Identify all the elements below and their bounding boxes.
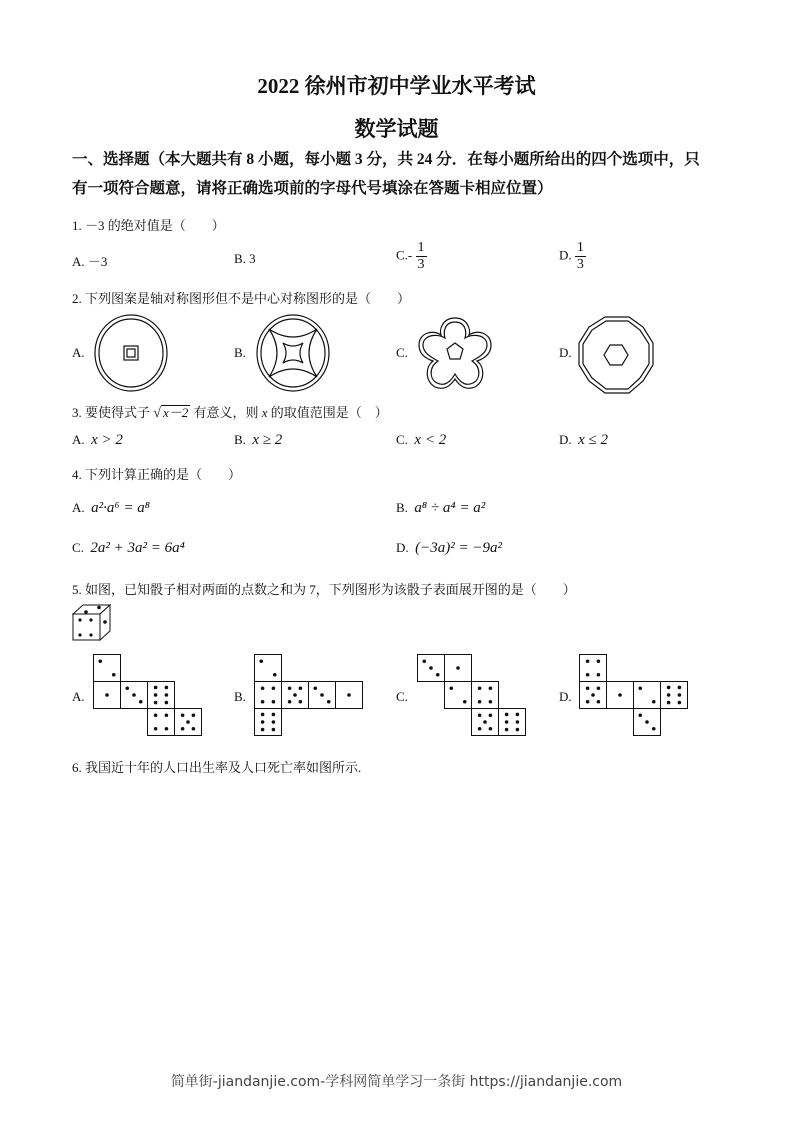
option-expression: x ≤ 2 [578,432,609,448]
option-expression: x < 2 [414,432,447,448]
die-face-2 [255,655,282,682]
die-face-1 [607,682,634,709]
section-heading-line2: 有一项符合题意，请将正确选项前的字母代号填涂在答题卡相应位置） [72,180,553,197]
coin-concave-star-figure[interactable] [255,315,335,395]
numerator: 1 [576,240,584,255]
q5-option-d-label: D. [559,689,572,704]
q1-option-b[interactable]: B. 3 [234,251,256,266]
coin-square-hole-figure[interactable] [93,315,173,395]
q4-option-c[interactable] [72,540,185,557]
die-face-6 [148,682,175,709]
q4-option-b[interactable] [396,500,485,517]
option-label: A. [72,432,85,447]
question-6-stem: 6. 我国近十年的人口出生率及人口死亡率如图所示. [72,760,362,775]
exam-subject: 数学试题 [354,117,439,141]
q3-option-d[interactable] [559,432,608,449]
option-label: D. [559,247,572,263]
die-face-5 [175,709,202,736]
stem-text: 3. 要使得式子 [72,405,151,420]
die-face-2 [445,682,472,709]
flower-pentagon-figure[interactable] [415,315,495,395]
q1-option-d[interactable] [559,240,586,273]
fraction [416,240,427,273]
die-face-6 [499,709,526,736]
stem-text: 的取值范围是（ ） [270,405,388,420]
exam-title: 2022 徐州市初中学业水平考试 [257,74,536,98]
option-label: C. [72,540,84,555]
option-text: －3 [87,254,108,269]
q1-option-c[interactable] [396,240,427,273]
dice-net-option-a[interactable] [93,654,208,739]
q1-option-a[interactable] [72,251,107,270]
question-3-stem: 3. 要使得式子 √ x－2 有意义，则 x 的取值范围是（ ） [72,405,388,421]
dice-net-option-b[interactable] [254,654,369,739]
die-face-2 [94,655,121,682]
die-face-3 [309,682,336,709]
die-face-3 [418,655,445,682]
die-face-6 [255,709,282,736]
numerator: 1 [417,240,425,255]
die-face-4 [148,709,175,736]
q3-option-a[interactable] [72,432,123,449]
option-expression: a⁸ ÷ a⁴ = a² [414,500,486,516]
dice-net-option-c[interactable] [417,654,532,739]
q3-option-b[interactable] [234,432,282,449]
die-face-6 [661,682,688,709]
die-face-1 [336,682,363,709]
stem-text: 有意义，则 [193,405,259,420]
minus-sign: - [407,247,413,263]
q4-option-d[interactable] [396,540,502,557]
die-face-4 [580,655,607,682]
option-label: D. [559,432,572,447]
dodecagon-hexagon-figure[interactable] [577,315,657,395]
q2-option-b-label: B. [234,345,246,360]
die-face-4 [472,682,499,709]
q2-option-c-label: C. [396,345,408,360]
die-face-5 [472,709,499,736]
fraction [575,240,586,273]
dice-cube-figure [72,604,132,644]
die-face-1 [94,682,121,709]
q3-option-c[interactable] [396,432,446,449]
option-label: D. [396,540,409,555]
die-face-5 [282,682,309,709]
option-label: B. [234,432,246,447]
q5-option-a-label: A. [72,689,85,704]
die-face-5 [580,682,607,709]
radicand: x－2 [162,405,189,420]
option-expression: a²·a⁶ = a⁸ [91,500,150,516]
option-label: C. [396,247,408,263]
die-face-4 [255,682,282,709]
question-2-stem: 2. 下列图案是轴对称图形但不是中心对称图形的是（ ） [72,291,411,306]
option-expression: x > 2 [91,432,123,448]
denominator: 3 [576,257,584,272]
q5-option-b-label: B. [234,689,246,704]
option-expression: 2a² + 3a² = 6a⁴ [90,540,185,556]
option-expression: (−3a)² = −9a² [415,540,502,556]
section-heading [72,145,732,203]
option-label: C. [396,432,408,447]
question-1-stem: 1. －3 的绝对值是（ ） [72,218,225,233]
die-face-3 [121,682,148,709]
footer-watermark: 简单街-jiandanjie.com-学科网简单学习一条街 https://jiandanjie.com [170,1074,623,1090]
question-5-stem: 5. 如图，已知骰子相对两面的点数之和为 7，下列图形为该骰子表面展开图的是（ ） [72,582,576,597]
question-4-stem: 4. 下列计算正确的是（ ） [72,467,242,482]
option-label: A. [72,500,85,515]
die-face-3 [634,709,661,736]
die-face-1 [445,655,472,682]
denominator: 3 [417,257,425,272]
q2-option-d-label: D. [559,345,572,360]
dice-net-option-d[interactable] [579,654,694,739]
option-label: A. [72,254,85,269]
q5-option-c-label: C. [396,689,408,704]
die-face-2 [634,682,661,709]
q2-option-a-label: A. [72,345,85,360]
section-heading-line1: 一、选择题（本大题共有 8 小题，每小题 3 分，共 24 分．在每小题所给出的四个选项中，只 [72,151,700,168]
option-expression: x ≥ 2 [252,432,283,448]
q4-option-a[interactable] [72,500,150,517]
option-label: B. [396,500,408,515]
variable: x [261,405,268,420]
